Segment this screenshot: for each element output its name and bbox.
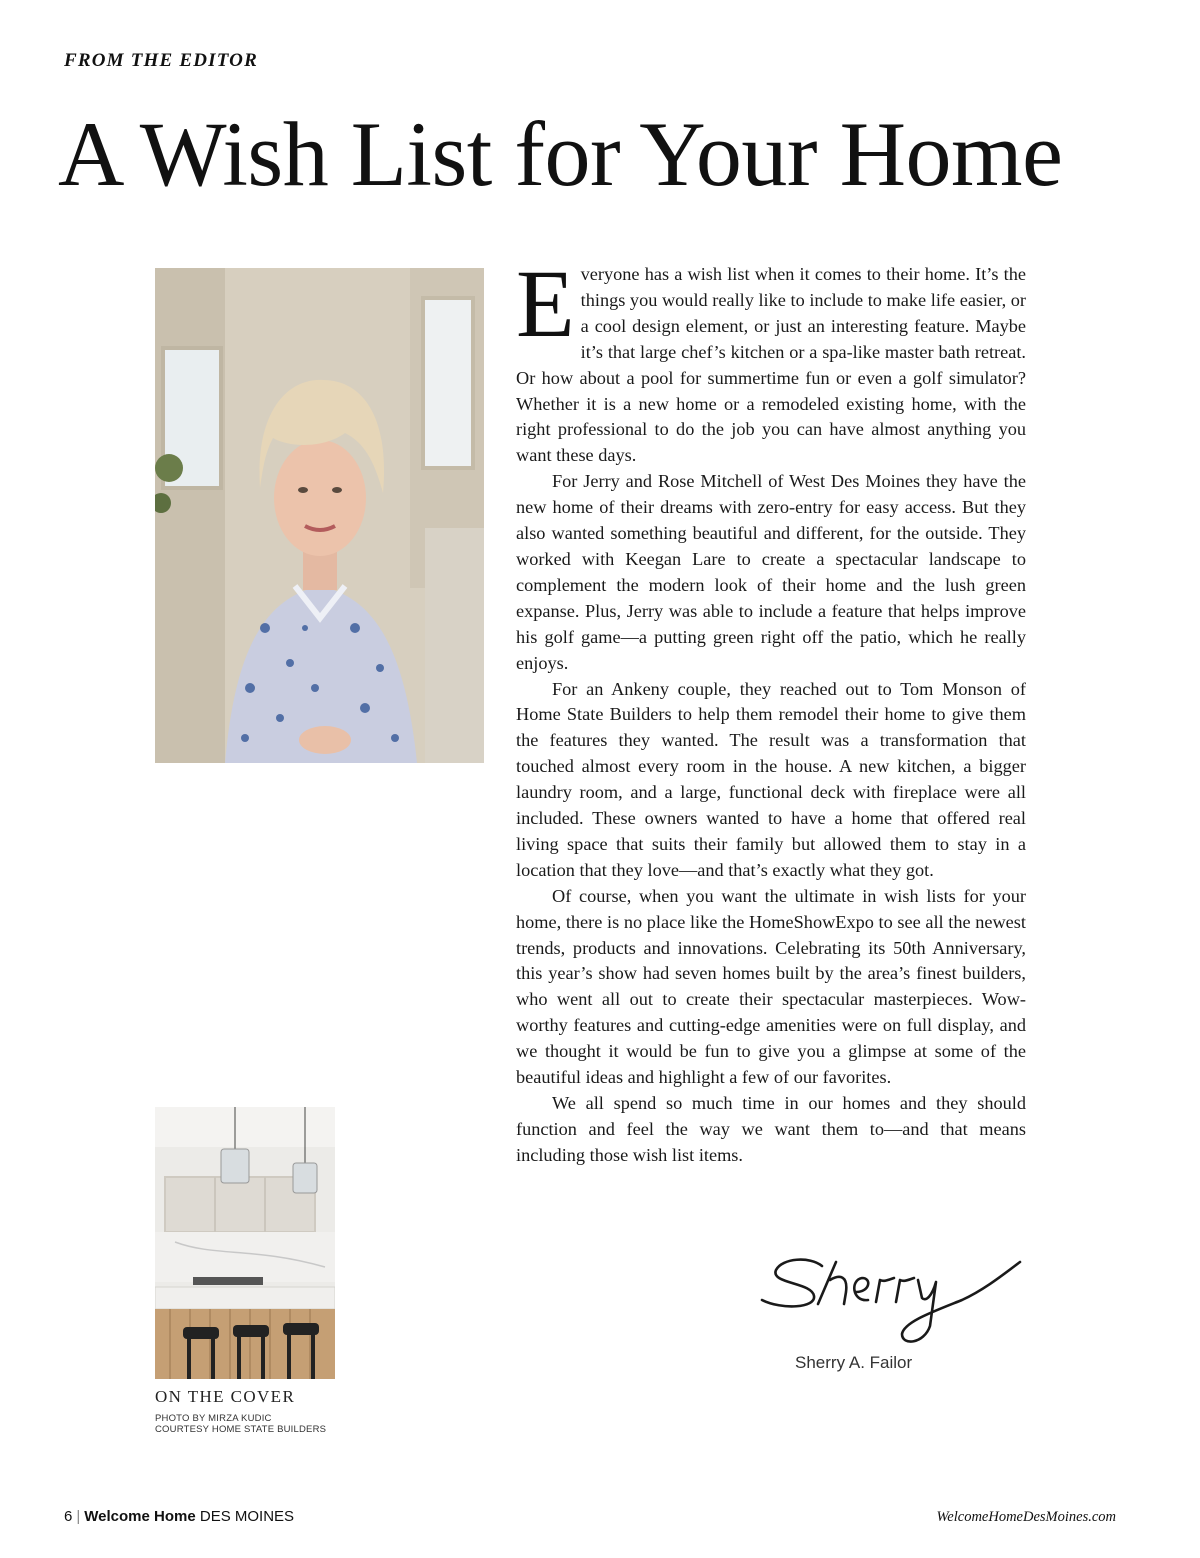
editor-portrait-photo — [155, 268, 484, 763]
cover-photo — [155, 1107, 335, 1379]
kitchen-photo-icon — [155, 1107, 335, 1379]
editor-name: Sherry A. Failor — [795, 1353, 913, 1372]
signature-icon — [752, 1248, 1032, 1353]
page-title: A Wish List for Your Home — [58, 103, 1063, 205]
article-paragraph-3: For an Ankeny couple, they reached out to Tom Monson of Home State Builders to help them remodel their home to give them the features they wanted. The result was a transformation that touched almost every room in the house. A new kitchen, a bigger laundry room, and a large, functional deck with fireplace were all included. These owners wanted to have a home that offered real living space that suits their family but allowed them to stay in a location that they love—and that’s exactly what they got. — [516, 678, 1026, 880]
drop-cap: E — [516, 250, 575, 357]
portrait-photo-icon — [155, 268, 484, 763]
paragraph-text: veryone has a wish list when it comes to their home. It’s the things you would really like to include to make life easier, or a cool design element, or just an interesting feature. Maybe it’s that large chef’s kitchen or a spa-like master bath retreat. Or how about a pool for summertime fun or even a golf simulator? Whether it is a new home or a remodeled existing home, with the right professional to do the job you can have almost anything you want these days. — [516, 264, 1026, 466]
photo-credit: PHOTO BY MIRZA KUDIC — [155, 1413, 272, 1424]
magazine-city: DES MOINES — [199, 1508, 295, 1525]
handwritten-signature — [752, 1248, 1032, 1353]
magazine-brand: Welcome Home — [84, 1508, 196, 1525]
footer-website[interactable]: WelcomeHomeDesMoines.com — [936, 1509, 1116, 1525]
cover-caption — [155, 1387, 415, 1436]
cover-heading: ON THE COVER — [155, 1387, 296, 1406]
kicker: FROM THE EDITOR — [64, 50, 258, 71]
footer-folio — [64, 1508, 294, 1525]
editor-letter-body — [516, 250, 1026, 1169]
article-paragraph-5: We all spend so much time in our homes and they should function and feel the way we want them to—and that means including those wish list items. — [516, 1093, 1026, 1165]
article-paragraph-1 — [516, 250, 1026, 469]
footer-separator: | — [76, 1508, 81, 1525]
courtesy-credit: COURTESY HOME STATE BUILDERS — [155, 1424, 327, 1436]
article-paragraph-4: Of course, when you want the ultimate in wish lists for your home, there is no place like the HomeShowExpo to see all the newest trends, products and innovations. Celebrating its 50th Anniversary, this year’s show had seven homes built by the area’s finest builders, who went all out to create their spectacular masterpieces. Wow-worthy features and cutting-edge amenities were on full display, and we thought it would be fun to give you a glimpse at some of the beautiful ideas and highlight a few of our favorites. — [516, 885, 1026, 1088]
article-paragraph-2: For Jerry and Rose Mitchell of West Des Moines they have the new home of their dreams with zero-entry for easy access. But they also wanted something beautiful and different, for the outside. They worked with Keegan Lare to create a spectacular landscape to complement the modern look of their home and the lush green expanse. Plus, Jerry was able to include a feature that helps improve his golf game—a putting green right off the patio, which he really enjoys. — [516, 471, 1026, 673]
page-number: 6 — [64, 1508, 73, 1525]
